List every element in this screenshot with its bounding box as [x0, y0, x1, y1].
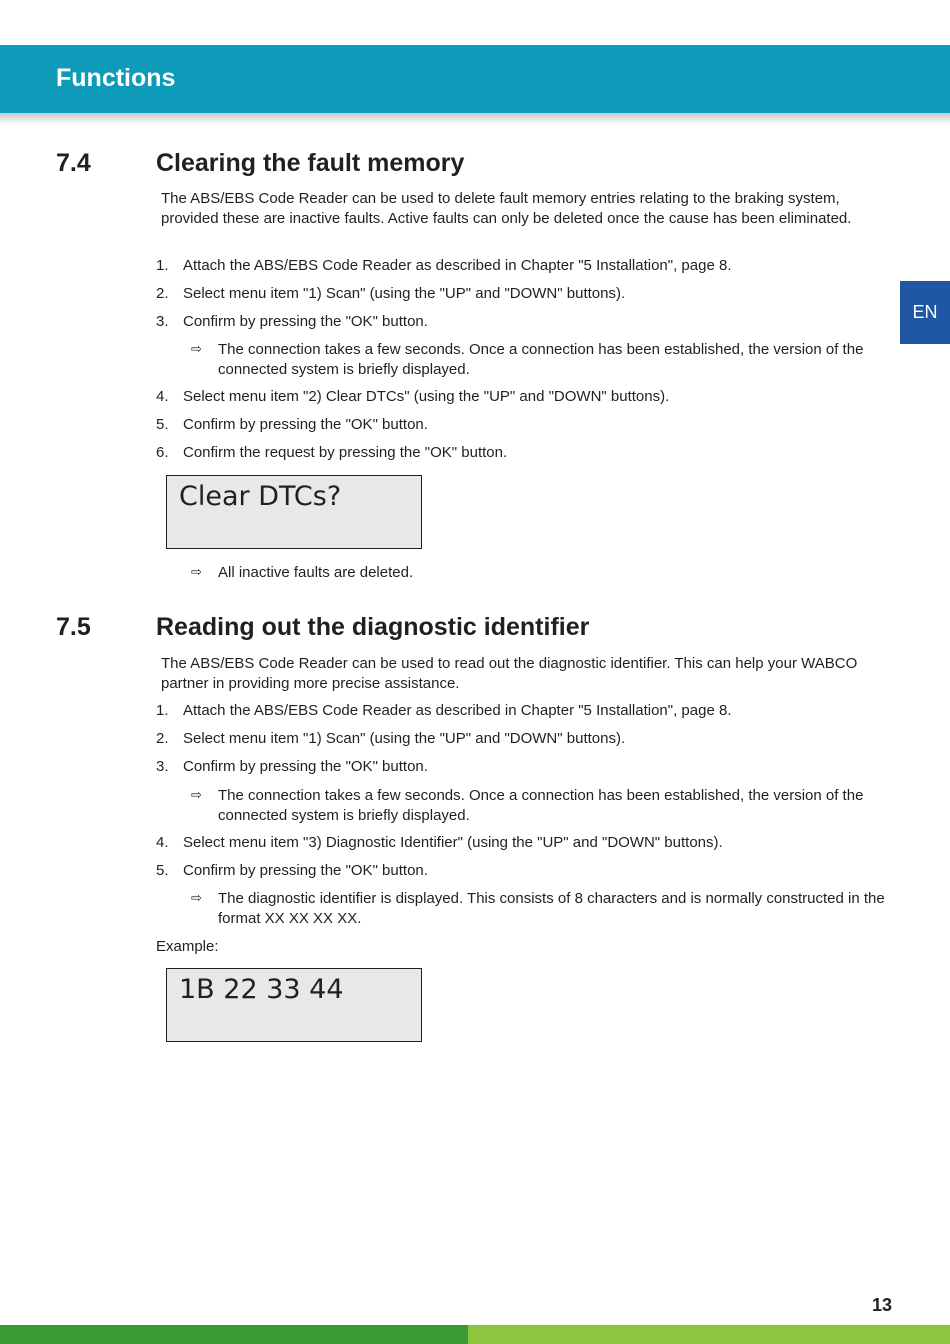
step-text: Select menu item "1) Scan" (using the "UP" and "DOWN" buttons). — [183, 285, 626, 302]
result-arrow-icon: ⇨ — [191, 891, 202, 906]
step-text: Select menu item "1) Scan" (using the "UP" and "DOWN" buttons). — [183, 730, 626, 747]
step-text: Select menu item "3) Diagnostic Identifier" (using the "UP" and "DOWN" buttons). — [183, 834, 723, 851]
section-title: Clearing the fault memory — [156, 149, 465, 177]
step-number: 2. — [156, 730, 169, 747]
step-number: 6. — [156, 444, 169, 461]
step-text: Select menu item "2) Clear DTCs" (using the "UP" and "DOWN" buttons). — [183, 388, 670, 405]
language-tab: EN — [900, 281, 950, 344]
step-text: Confirm by pressing the "OK" button. — [183, 416, 428, 433]
step-number: 5. — [156, 416, 169, 433]
step-text: Attach the ABS/EBS Code Reader as described in Chapter "5 Installation", page 8. — [183, 257, 732, 274]
step-text: Confirm by pressing the "OK" button. — [183, 758, 428, 775]
step-number: 2. — [156, 285, 169, 302]
step-number: 4. — [156, 388, 169, 405]
step-number: 5. — [156, 862, 169, 879]
step-number: 4. — [156, 834, 169, 851]
step-text: Confirm the request by pressing the "OK" button. — [183, 444, 508, 461]
page-number: 13 — [872, 1295, 893, 1315]
result-arrow-icon: ⇨ — [191, 565, 202, 580]
step-number: 3. — [156, 758, 169, 775]
device-display — [166, 475, 422, 549]
result-arrow-icon: ⇨ — [191, 788, 202, 803]
footer-bar-light — [468, 1325, 950, 1344]
step-number: 3. — [156, 313, 169, 330]
step-text: Attach the ABS/EBS Code Reader as described in Chapter "5 Installation", page 8. — [183, 702, 732, 719]
section-number: 7.4 — [56, 149, 91, 177]
footer-bar-dark — [0, 1325, 468, 1344]
display-text: 1B 22 33 44 — [179, 974, 344, 1005]
display-text: Clear DTCs? — [179, 481, 342, 512]
step-result: The connection takes a few seconds. Once a connection has been established, the version of the connected system is briefly displayed. — [218, 787, 864, 824]
step-result: All inactive faults are deleted. — [218, 564, 414, 581]
result-arrow-icon: ⇨ — [191, 342, 202, 357]
step-number: 1. — [156, 702, 169, 719]
header-shadow — [0, 113, 950, 125]
step-text: Confirm by pressing the "OK" button. — [183, 862, 428, 879]
example-label: Example: — [156, 938, 219, 955]
step-result: The diagnostic identifier is displayed. This consists of 8 characters and is normally constructed in the format XX XX XX XX. — [218, 890, 885, 927]
section-intro: The ABS/EBS Code Reader can be used to delete fault memory entries relating to the braking system, provided these are inactive faults. Active faults can only be deleted once the cause has been eliminated. — [161, 190, 852, 227]
step-number: 1. — [156, 257, 169, 274]
section-title: Reading out the diagnostic identifier — [156, 613, 590, 641]
section-intro: The ABS/EBS Code Reader can be used to read out the diagnostic identifier. This can help your WABCO partner in providing more precise assistance. — [161, 655, 858, 692]
step-text: Confirm by pressing the "OK" button. — [183, 313, 428, 330]
device-display — [166, 968, 422, 1042]
step-result: The connection takes a few seconds. Once a connection has been established, the version of the connected system is briefly displayed. — [218, 341, 864, 378]
chapter-title: Functions — [56, 64, 176, 92]
section-number: 7.5 — [56, 613, 91, 641]
